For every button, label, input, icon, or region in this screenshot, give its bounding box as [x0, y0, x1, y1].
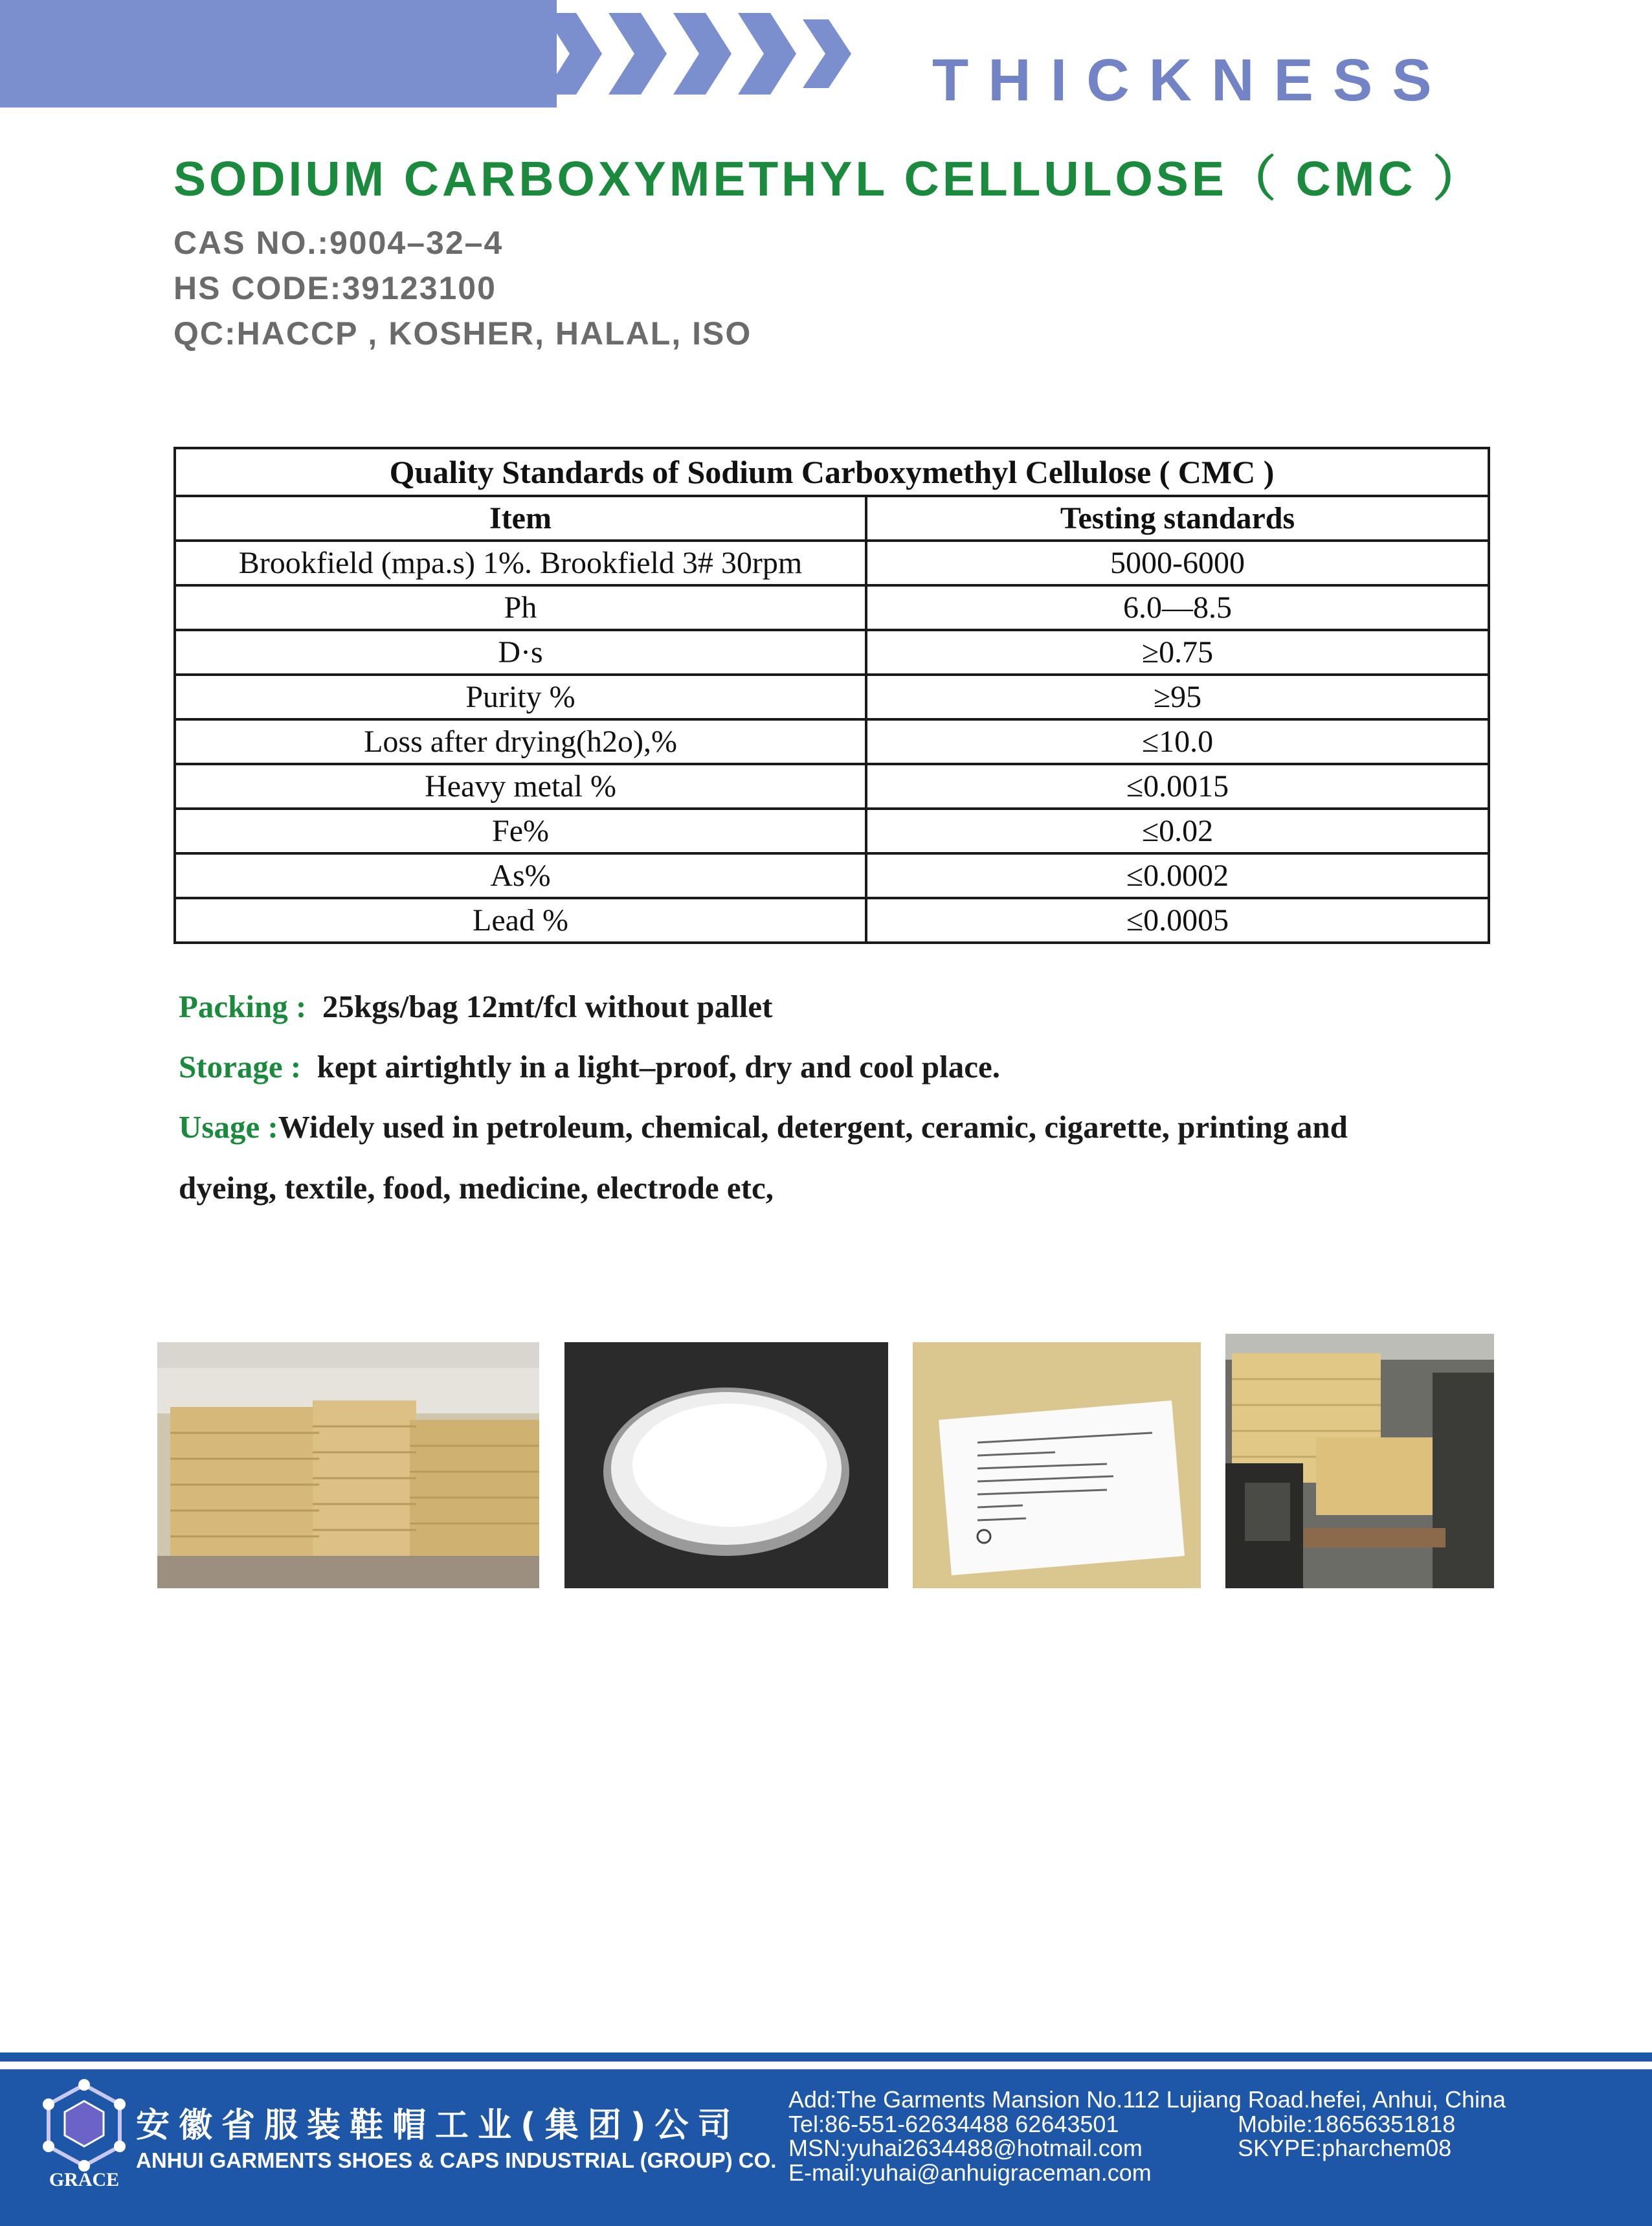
company-name-chinese: 安徽省服装鞋帽工业(集团)公司 — [136, 2106, 741, 2145]
item-cell: D·s — [175, 630, 866, 675]
packing-info — [179, 991, 772, 1022]
storage-label: Storage : — [179, 1049, 302, 1085]
table-caption: Quality Standards of Sodium Carboxymethyl Cellulose ( CMC ) — [175, 448, 1489, 496]
standard-cell: ≥0.75 — [866, 630, 1489, 675]
item-cell: Heavy metal % — [175, 764, 866, 809]
standard-cell: ≤0.0002 — [866, 853, 1489, 898]
cmc-powder-dish-photo — [564, 1342, 888, 1588]
table-row — [175, 585, 1489, 630]
usage-label: Usage : — [179, 1109, 278, 1145]
table-row — [175, 809, 1489, 853]
item-cell: Lead % — [175, 898, 866, 943]
column-header-standard: Testing standards — [866, 496, 1489, 541]
product-title: SODIUM CARBOXYMETHYL CELLULOSE（ CMC ） — [173, 152, 1485, 206]
column-header-item: Item — [175, 496, 866, 541]
container-loading-photo — [1225, 1334, 1494, 1588]
quality-standards-table — [173, 447, 1490, 944]
chevron-3 — [608, 13, 667, 95]
table-row — [175, 853, 1489, 898]
item-cell: Loss after drying(h2o),% — [175, 719, 866, 764]
table-row — [175, 719, 1489, 764]
chevron-5 — [738, 13, 796, 95]
item-cell: Purity % — [175, 675, 866, 719]
chevron-4 — [673, 13, 731, 95]
grace-logo-icon — [39, 2078, 129, 2175]
table-row — [175, 541, 1489, 585]
header-band — [0, 0, 557, 107]
packing-text: 25kgs/bag 12mt/fcl without pallet — [322, 989, 773, 1024]
company-name-english: ANHUI GARMENTS SHOES & CAPS INDUSTRIAL (GROUP) CO. — [136, 2148, 777, 2172]
usage-text-continued: dyeing, textile, food, medicine, electrode etc, — [179, 1170, 774, 1206]
table-row — [175, 898, 1489, 943]
cas-number: CAS NO.:9004–32–4 — [173, 225, 504, 261]
table-row — [175, 675, 1489, 719]
header-chevrons — [492, 0, 932, 107]
table-row — [175, 764, 1489, 809]
table-header-row — [175, 496, 1489, 541]
warehouse-bags-photo — [157, 1342, 539, 1588]
standard-cell: ≥95 — [866, 675, 1489, 719]
hs-code: HS CODE:39123100 — [173, 270, 497, 306]
qc-certifications: QC:HACCP , KOSHER, HALAL, ISO — [173, 315, 752, 352]
contact-email: E-mail:yuhai@anhuigraceman.com — [788, 2159, 1152, 2186]
item-cell: As% — [175, 853, 866, 898]
storage-text: kept airtightly in a light–proof, dry and cool place. — [317, 1049, 1001, 1085]
standard-cell: ≤0.02 — [866, 809, 1489, 853]
logo-wordmark: GRACE — [49, 2169, 120, 2190]
contact-mobile: Mobile:18656351818 — [1238, 2111, 1456, 2137]
contact-skype: SKYPE:pharchem08 — [1238, 2135, 1452, 2161]
usage-info — [179, 1111, 1348, 1143]
product-label-bag-photo — [913, 1342, 1201, 1588]
chevron-6 — [803, 19, 851, 88]
item-cell: Fe% — [175, 809, 866, 853]
standard-cell: 6.0—8.5 — [866, 585, 1489, 630]
table-row — [175, 630, 1489, 675]
contact-msn: MSN:yuhai2634488@hotmail.com — [788, 2135, 1143, 2161]
storage-info — [179, 1051, 1000, 1083]
standard-cell: ≤0.0005 — [866, 898, 1489, 943]
packing-label: Packing : — [179, 989, 307, 1024]
item-cell: Ph — [175, 585, 866, 630]
usage-text: Widely used in petroleum, chemical, detergent, ceramic, cigarette, printing and — [278, 1109, 1348, 1145]
standard-cell: ≤10.0 — [866, 719, 1489, 764]
item-cell: Brookfield (mpa.s) 1%. Brookfield 3# 30rpm — [175, 541, 866, 585]
footer-rule — [0, 2052, 1652, 2062]
table-caption-row — [175, 448, 1489, 496]
contact-telephone: Tel:86-551-62634488 62643501 — [788, 2111, 1119, 2137]
standard-cell: 5000-6000 — [866, 541, 1489, 585]
contact-address: Add:The Garments Mansion No.112 Lujiang Road.hefei, Anhui, China — [788, 2086, 1506, 2113]
header-word: THICKNESS — [932, 47, 1451, 113]
standard-cell: ≤0.0015 — [866, 764, 1489, 809]
